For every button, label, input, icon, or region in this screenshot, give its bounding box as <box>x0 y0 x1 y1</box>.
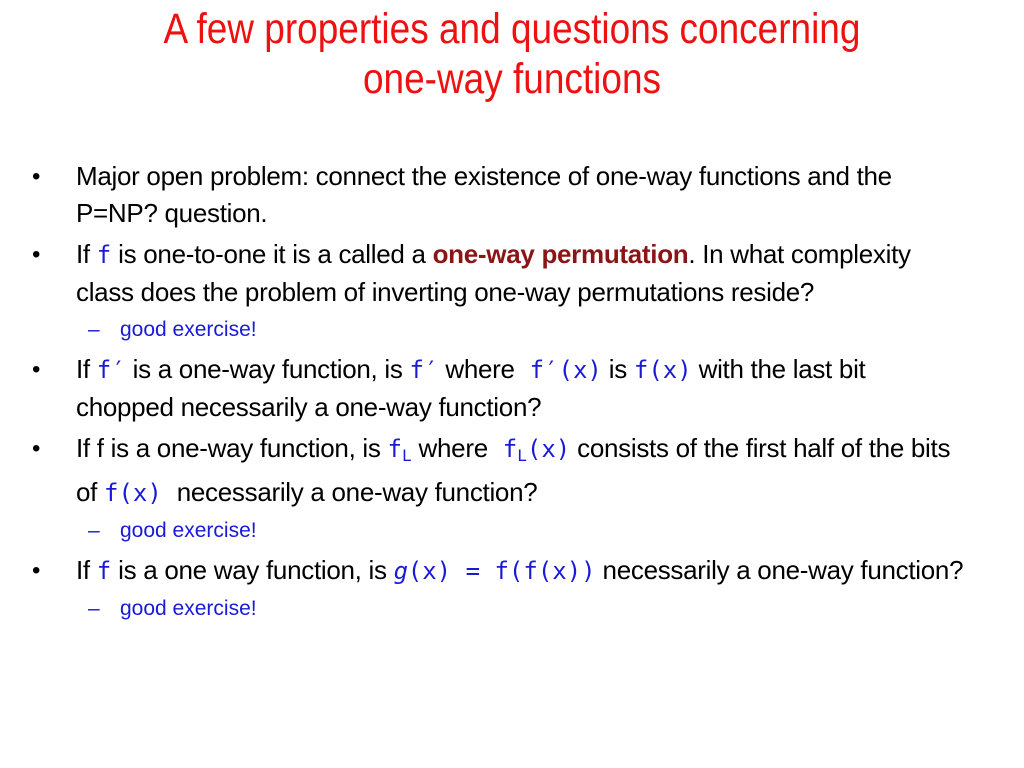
dash-glyph: – <box>88 318 100 341</box>
bullet-text-post: necessarily a one-way function? <box>169 477 538 507</box>
math-symbol-f-prime: f′ <box>96 356 126 384</box>
bullet-text-pre: If <box>76 239 97 269</box>
slide-title-line-2: one-way functions <box>362 55 662 103</box>
math-symbol-f-prime: f′ <box>409 356 439 384</box>
math-argument: (x) <box>526 435 571 463</box>
sub-item-exercise-1 <box>30 315 970 345</box>
sub-item-exercise-2 <box>30 516 970 546</box>
bullet-list <box>30 158 970 630</box>
bullet-text-pre: If <box>76 555 97 585</box>
bullet-item-5 <box>30 552 970 590</box>
bullet-text-mid: consists of the first half of the bits of <box>76 433 951 507</box>
bullet-text-mid: where <box>438 354 522 384</box>
bullet-text: Major open problem: connect the existence of one-way functions and the P=NP? question. <box>76 161 892 228</box>
sub-item-text: good exercise! <box>120 519 257 542</box>
math-symbol-base: f <box>502 435 518 463</box>
bullet-text-mid: is a one-way function, is <box>125 354 410 384</box>
math-expr-g-definition: (x) = f(f(x)) <box>407 557 596 585</box>
sub-item-text: good exercise! <box>120 318 257 341</box>
bullet-item-2 <box>30 236 970 311</box>
bullet-text-mid: where <box>411 433 495 463</box>
bullet-text-post: . In what complexity class does the problem of inverting one-way permutations reside? <box>76 239 911 307</box>
bullet-item-3 <box>30 351 970 426</box>
math-symbol-base: f <box>387 435 402 463</box>
math-subscript: L <box>401 446 412 465</box>
sub-item-exercise-3 <box>30 594 970 624</box>
math-expr-f-L-x <box>503 435 570 463</box>
bullet-text-mid: is <box>601 354 634 384</box>
bullet-glyph: • <box>32 163 41 190</box>
bullet-glyph: • <box>32 356 41 383</box>
bullet-glyph: • <box>32 241 41 268</box>
bullet-text-pre: If <box>76 354 97 384</box>
math-symbol-f: f <box>96 241 112 269</box>
bullet-text-mid: is a one way function, is <box>111 555 394 585</box>
math-symbol-g: g <box>393 557 408 585</box>
bullet-item-4 <box>30 430 970 512</box>
bullet-glyph: • <box>32 557 41 584</box>
bullet-text-pre: If f is a one-way function, is <box>76 433 388 463</box>
slide-title-line-1: A few properties and questions concerning <box>163 5 861 53</box>
dash-glyph: – <box>88 519 100 542</box>
math-expr-f-prime-x: f′(x) <box>529 356 602 384</box>
bullet-text-post: with the last bit chopped necessarily a one-way function? <box>76 354 866 422</box>
math-expr-f-x: f(x) <box>104 479 162 507</box>
bullet-item-1 <box>30 158 970 232</box>
math-symbol-f-L <box>388 435 412 463</box>
bullet-text-post: necessarily a one-way function? <box>595 555 964 585</box>
math-symbol-f: f <box>96 557 112 585</box>
math-expr-f-x: f(x) <box>633 356 692 384</box>
highlighted-term: one-way permutation <box>432 239 689 269</box>
math-subscript: L <box>517 446 527 465</box>
dash-glyph: – <box>88 597 100 620</box>
bullet-glyph: • <box>32 435 41 462</box>
slide-title <box>72 4 953 104</box>
sub-item-text: good exercise! <box>120 597 257 620</box>
bullet-text-mid: is one-to-one it is a called a <box>111 239 433 269</box>
